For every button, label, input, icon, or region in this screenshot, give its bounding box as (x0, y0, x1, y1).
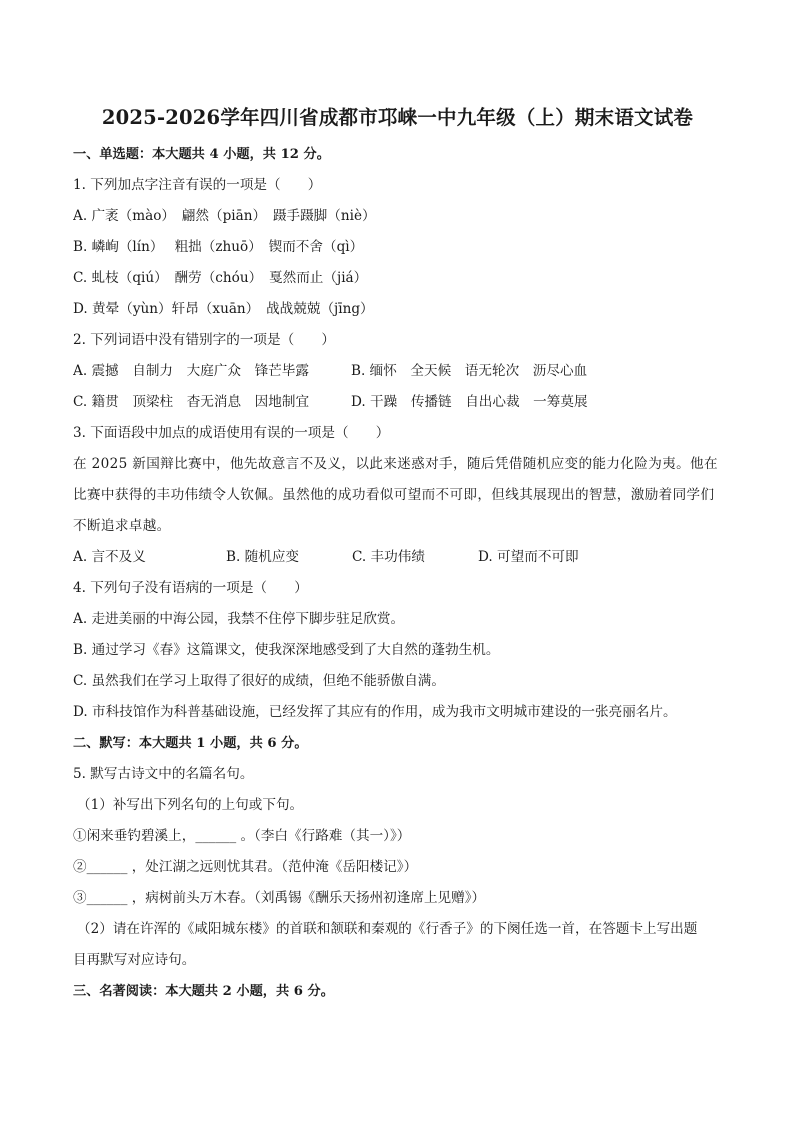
question-3-option-d: D. 可望而不可即 (478, 549, 579, 565)
exam-body (73, 139, 722, 1007)
question-4-stem: 4. 下列句子没有语病的一项是（ ） (73, 580, 308, 596)
question-1-option-c: C. 虬枝（qiú） 酬劳（chóu） 戛然而止（jiá） (73, 270, 368, 286)
section-heading-classic-reading: 三、名著阅读：本大题共 2 小题，共 6 分。 (73, 984, 334, 999)
question-2-option-b: B. 缅怀 全天候 语无轮次 沥尽心血 (351, 363, 588, 379)
question-3-options (73, 542, 722, 573)
question-1-stem: 1. 下列加点字注音有误的一项是（ ） (73, 177, 322, 193)
question-2-stem: 2. 下列词语中没有错别字的一项是（ ） (73, 332, 335, 348)
question-2-options-row-2 (73, 387, 722, 418)
question-3-option-a: A. 言不及义 (73, 549, 146, 565)
question-4-option-d: D. 市科技馆作为科普基础设施，已经发挥了其应有的作用，成为我市文明城市建设的一张亮丽名片。 (73, 704, 677, 720)
section-heading-dictation: 二、默写：本大题共 1 小题，共 6 分。 (73, 736, 308, 751)
question-3-passage-line: 比赛中获得的丰功伟绩令人钦佩。虽然他的成功看似可望而不可即，但线其展现出的智慧，激励着同学们 (73, 487, 715, 503)
question-5-part-2-continued: 目再默写对应诗句。 (73, 952, 196, 968)
question-5-item-1: ①闲来垂钓碧溪上，______ 。（李白《行路难（其一）》） (73, 828, 411, 844)
question-5-part-1: （1）补写出下列名句的上句或下句。 (77, 797, 304, 813)
question-2-option-c: C. 籍贯 顶梁柱 杳无消息 因地制宜 (73, 394, 310, 410)
question-3-passage-line: 不断追求卓越。 (73, 518, 171, 534)
question-2-options-row-1 (73, 356, 722, 387)
section-heading-single-choice: 一、单选题：本大题共 4 小题，共 12 分。 (73, 147, 330, 162)
question-4-option-b: B. 通过学习《春》这篇课文，使我深深地感受到了大自然的蓬勃生机。 (73, 642, 500, 658)
question-3-option-b: B. 随机应变 (226, 549, 300, 565)
question-1-option-d: D. 黄晕（yùn）轩昂（xuān） 战战兢兢（jīng） (73, 301, 374, 317)
question-5-item-2: ②______ ，处江湖之远则忧其君。（范仲淹《岳阳楼记》） (73, 859, 418, 875)
question-5-stem: 5. 默写古诗文中的名篇名句。 (73, 766, 254, 782)
question-4-option-a: A. 走进美丽的中海公园，我禁不住停下脚步驻足欣赏。 (73, 611, 405, 627)
question-4-option-c: C. 虽然我们在学习上取得了很好的成绩，但绝不能骄傲自满。 (73, 673, 445, 689)
question-5-item-3: ③______ ，病树前头万木春。（刘禹锡《酬乐天扬州初逢席上见赠》） (73, 890, 486, 906)
question-3-stem: 3. 下面语段中加点的成语使用有误的一项是（ ） (73, 425, 390, 441)
question-3-passage-line: 在 2025 新国辩比赛中，他先故意言不及义，以此来迷惑对手，随后凭借随机应变的能力化险为夷。他在 (73, 456, 718, 472)
question-2-option-d: D. 干躁 传播链 自出心裁 一筹莫展 (351, 394, 588, 410)
question-3-option-c: C. 丰功伟绩 (352, 549, 425, 565)
page-title: 2025-2026学年四川省成都市邛崃一中九年级（上）期末语文试卷 (101, 106, 694, 129)
question-5-part-2: （2）请在许浑的《咸阳城东楼》的首联和颔联和秦观的《行香子》的下阕任选一首，在答题卡上写出题 (77, 921, 698, 937)
question-1-option-a: A. 广袤（mào） 翩然（piān） 蹑手蹑脚（niè） (73, 208, 376, 224)
question-1-option-b: B. 嶙峋（lín） 粗拙（zhuō） 锲而不舍（qì） (73, 239, 364, 255)
question-2-option-a: A. 震撼 自制力 大庭广众 锋芒毕露 (73, 363, 309, 379)
